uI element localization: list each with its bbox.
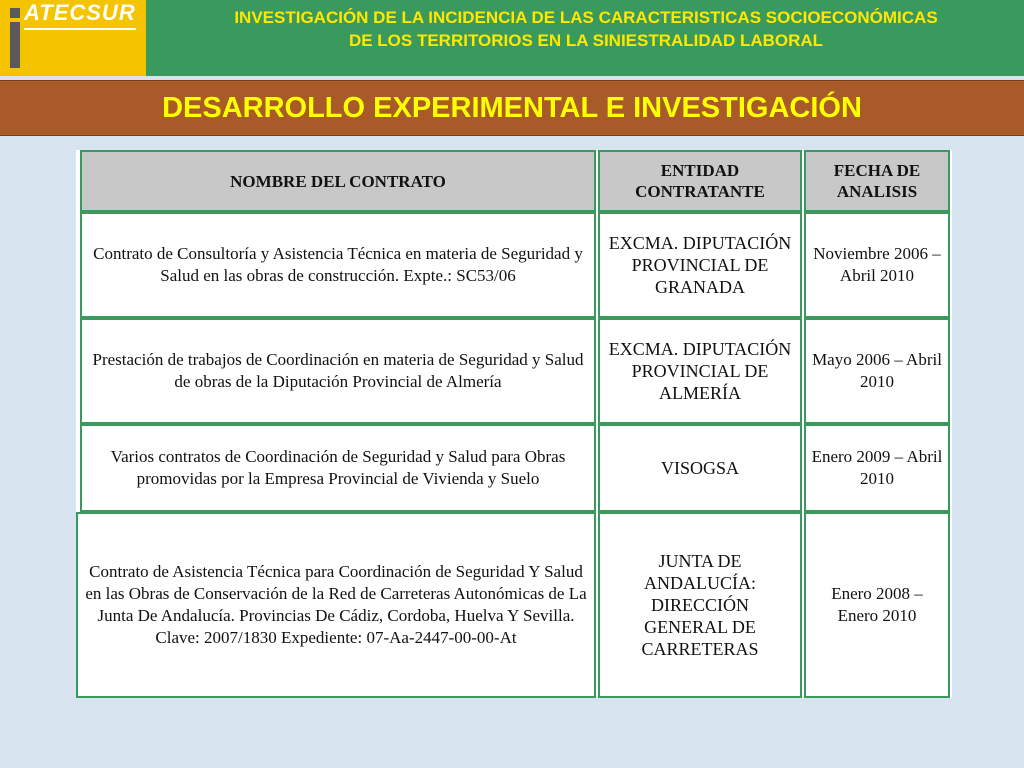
logo-i-dot [10,8,20,18]
atecsur-logo [0,0,146,76]
header-bar [0,0,1024,76]
table-row-2-entidad: EXCMA. DIPUTACIÓN PROVINCIAL DE ALMERÍA [598,318,802,424]
page-title [152,6,1020,52]
table-row-2-contrato: Prestación de trabajos de Coordinación en materia de Seguridad y Salud de obras de la Diputación Provincial de Almería [80,318,596,424]
section-bar [0,80,1024,136]
table-row-4-contrato: Contrato de Asistencia Técnica para Coordinación de Seguridad Y Salud en las Obras de Conservación de la Red de Carreteras Autonómicas de La Junta De Andalucía. Provincias De Cádiz, Cordoba, Huelva Y Sevilla. Clave: 2007/1830 Expediente: 07-Aa-2447-00-00-At [76,512,596,698]
column-header-entidad: ENTIDAD CONTRATANTE [598,150,802,212]
table-row-3-contrato: Varios contratos de Coordinación de Seguridad y Salud para Obras promovidas por la Empresa Provincial de Vivienda y Suelo [80,424,596,512]
logo-brand-text: ATECSUR [24,0,136,25]
logo-underline [24,28,136,30]
table-row-2-fecha: Mayo 2006 – Abril 2010 [804,318,950,424]
column-header-fecha: FECHA DE ANALISIS [804,150,950,212]
table-row-1-entidad: EXCMA. DIPUTACIÓN PROVINCIAL DE GRANADA [598,212,802,318]
page-title-line-2: DE LOS TERRITORIOS EN LA SINIESTRALIDAD LABORAL [348,31,824,50]
section-title: DESARROLLO EXPERIMENTAL E INVESTIGACIÓN [162,92,862,124]
column-header-contrato: NOMBRE DEL CONTRATO [80,150,596,212]
table-row-1-fecha: Noviembre 2006 – Abril 2010 [804,212,950,318]
table-row-1-contrato: Contrato de Consultoría y Asistencia Técnica en materia de Seguridad y Salud en las obras de construcción. Expte.: SC53/06 [80,212,596,318]
logo-i-stem [10,22,20,68]
table-row-4-fecha: Enero 2008 – Enero 2010 [804,512,950,698]
table-row-3-fecha: Enero 2009 – Abril 2010 [804,424,950,512]
table-row-4-entidad: JUNTA DE ANDALUCÍA: DIRECCIÓN GENERAL DE CARRETERAS [598,512,802,698]
page-title-line-1: INVESTIGACIÓN DE LA INCIDENCIA DE LAS CARACTERISTICAS SOCIOECONÓMICAS [234,8,938,27]
table-row-3-entidad: VISOGSA [598,424,802,512]
contracts-table [76,150,952,698]
